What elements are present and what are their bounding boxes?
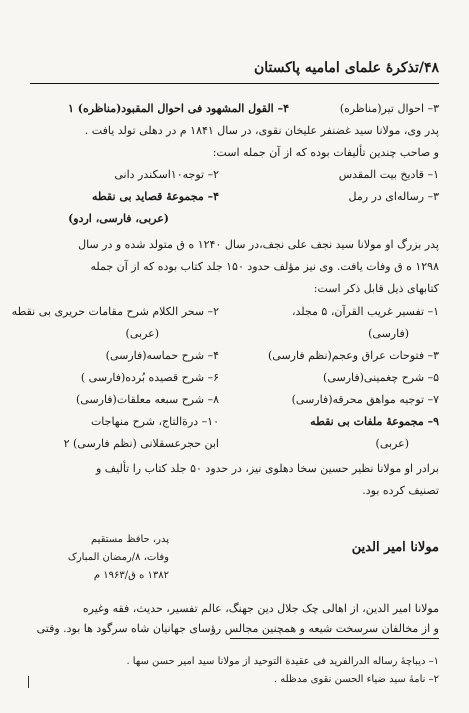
footnote-2: ۲– نامهٔ سید ضیاء الحسن نقوی مدظله . xyxy=(273,674,439,685)
bio2-work-7: ۷– توجیه مواهق محرقه(فارسی) xyxy=(291,393,439,406)
section-title: مولانا امیر الدین xyxy=(351,540,439,555)
margin-mark xyxy=(28,676,29,688)
bio2-work-4: ۴– شرح حماسه(فارسی) xyxy=(105,349,219,362)
bio1-line1: پدر وی، مولانا سید غضنفر علیخان نقوی، در سال ۱۸۴۱ م در دهلی تولد یافت . xyxy=(84,124,439,137)
bio2-work-9-lang: (عربی) xyxy=(375,437,409,450)
section-info-father: پدر، حافظ مستقیم xyxy=(91,534,169,545)
bio2-work-9: ۹– مجموعهٔ ملفات بی نقطه xyxy=(310,415,439,428)
running-header: ۴۸/تذکرهٔ علمای امامیه پاکستان xyxy=(253,60,439,76)
bio2-closing1: برادر او مولانا نظیر حسین سخا دهلوی نیز، در حدود ۵۰ جلد کتاب را تألیف و xyxy=(95,462,439,475)
bio1-note: (عربی، فارسی، اردو) xyxy=(68,212,169,225)
work-item-4: ۴– القول المشهود فی احوال المقبود(مناظره) ۱ xyxy=(67,102,289,115)
bio2-work-2: ۲– سحر الکلام شرح مقامات حریری بی نقطه xyxy=(11,305,219,318)
work-item-3: ۳– احوال تیر(مناظره) xyxy=(339,102,439,115)
bio1-work-3: ۳– رساله‌ای در رمل xyxy=(348,190,439,203)
bio2-closing2: تصنیف کرده بود. xyxy=(362,484,439,497)
bio2-line1: پدر بزرگ او مولانا سید نجف علی نجف،در سال ۱۲۴۰ ه ق متولد شده و در سال xyxy=(78,238,439,251)
bio2-work-2-lang: (عربی) xyxy=(125,327,159,340)
bio2-work-6: ۶– شرح قصیده بُرده(فارسی ) xyxy=(80,371,219,384)
header-rule xyxy=(30,83,439,84)
bio2-work-10-cont: ابن حجرعسقلانی (نظم فارسی) ۲ xyxy=(63,437,219,450)
bio1-work-4: ۴– مجموعهٔ قصاید بی نقطه xyxy=(92,190,219,203)
bio2-work-10: ۱۰– درةالتاج، شرح منهاجات xyxy=(90,415,219,428)
bio2-work-5: ۵– شرح چغمینی(فارسی) xyxy=(323,371,439,384)
section-info-death: وفات، ۸/رمضان المبارک xyxy=(67,552,169,563)
section-body-line2: و از مخالفان سرسخت شیعه و همچنین مجالس رؤسای جهانیان شاه سرگود ها بود. وقتی xyxy=(36,622,439,635)
bio1-line2: و صاحب چندین تألیفات بوده که از آن جمله است: xyxy=(212,146,439,159)
bio2-work-1-lang: (فارسی) xyxy=(368,327,409,340)
section-body-line1: مولانا امیر الدین، از اهالی چک جلال دین جهنگ، عالم تفسیر، حدیث، فقه وغیره xyxy=(82,602,439,615)
section-info-date: ۱۳۸۲ ه ق/۱۹۶۳ م xyxy=(93,570,169,581)
bio1-work-2: ۲– توجه۱۰اسکندر دانی xyxy=(114,168,219,181)
bio2-work-8: ۸– شرح سبعه معلقات(فارسی) xyxy=(75,393,219,406)
bio2-work-3: ۳– فتوحات عراق وعجم(نظم فارسی) xyxy=(268,349,439,362)
footnote-rule xyxy=(230,638,439,639)
bio2-line3: کتابهای ذیل قابل ذکر است: xyxy=(313,282,439,295)
bio2-line2: ۱۲۹۸ ه ق وفات یافت. وی نیز مؤلف حدود ۱۵۰ جلد کتاب بوده که از آن جمله xyxy=(90,260,439,273)
bio2-work-1: ۱– تفسیر غریب القرآن، ۵ مجلد، xyxy=(291,305,439,318)
footnote-1: ۱– دیباچهٔ رساله الدرالفرید فی عقیدة التوحید از مولانا سید امیر حسن سها . xyxy=(126,656,439,667)
bio1-work-1: ۱– قادیخ بیت المقدس xyxy=(338,168,439,181)
